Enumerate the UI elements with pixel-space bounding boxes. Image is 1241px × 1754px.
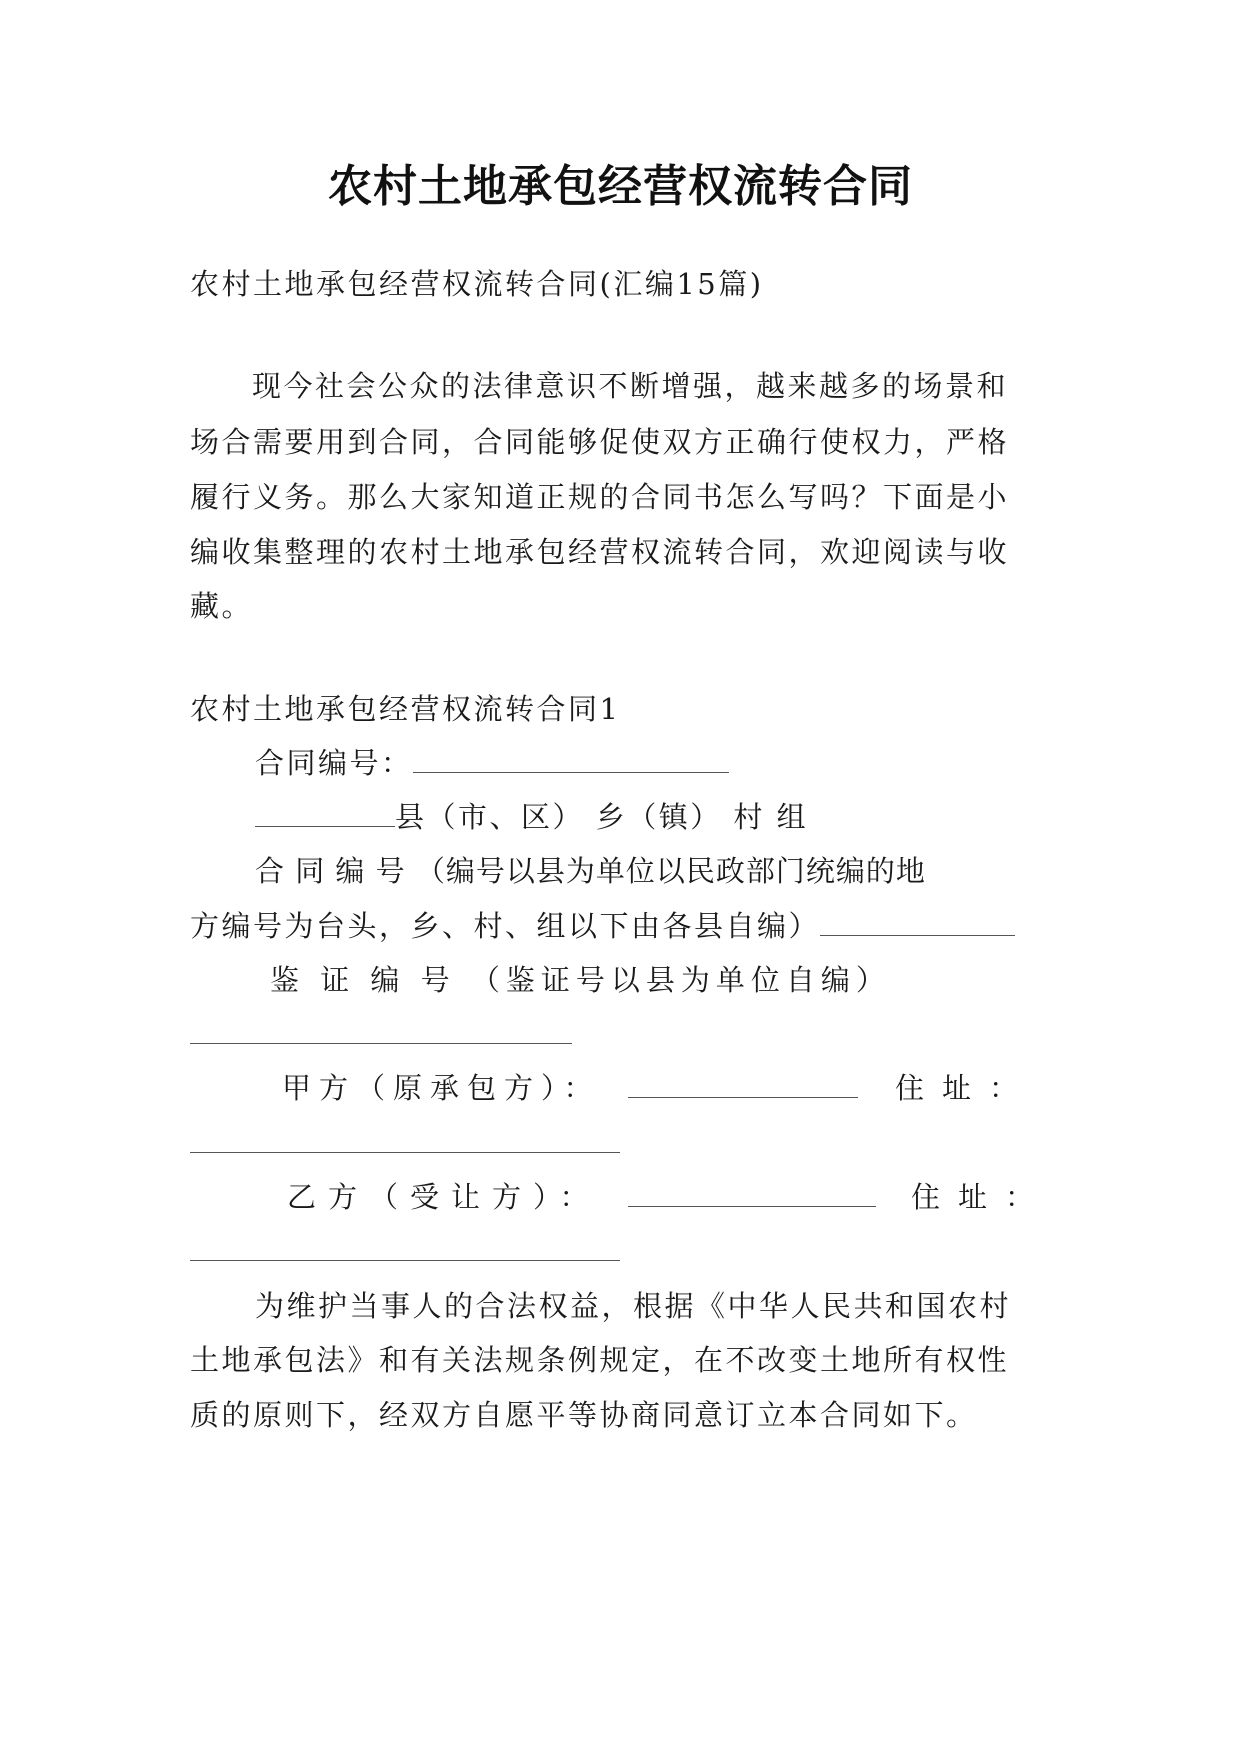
contract-number-row	[255, 734, 1115, 792]
closing-line: 土地承包法》和有关法规条例规定，在不改变土地所有权性	[190, 1343, 1010, 1377]
document-subtitle: 农村土地承包经营权流转合同(汇编15篇)	[190, 267, 764, 301]
document-title: 农村土地承包经营权流转合同	[328, 161, 913, 212]
section-heading: 农村土地承包经营权流转合同1	[190, 692, 621, 726]
intro-line: 场合需要用到合同，合同能够促使双方正确行使权力，严格	[190, 425, 1010, 459]
party-a-row	[282, 1059, 1142, 1117]
county-blank[interactable]	[255, 800, 395, 827]
party-a-blank[interactable]	[628, 1071, 858, 1098]
verification-number-row	[190, 1005, 1050, 1063]
party-b-blank[interactable]	[628, 1180, 876, 1207]
closing-line: 为维护当事人的合法权益，根据《中华人民共和国农村	[255, 1289, 1012, 1323]
county-label: 县（市、区） 乡（镇） 村 组	[395, 800, 809, 834]
closing-line: 质的原则下，经双方自愿平等协商同意订立本合同如下。	[190, 1398, 978, 1432]
party-a-address-row	[190, 1114, 1050, 1172]
intro-line: 藏。	[190, 589, 254, 623]
contract-number-label: 合同编号：	[255, 746, 413, 780]
intro-line: 编收集整理的农村土地承包经营权流转合同，欢迎阅读与收	[190, 535, 1010, 569]
intro-line: 履行义务。那么大家知道正规的合同书怎么写吗？下面是小	[190, 480, 1010, 514]
party-a-label: 甲方（原承包方）：	[282, 1071, 601, 1105]
contract-number-blank[interactable]	[413, 746, 729, 773]
contract-number-note: 合 同 编 号 （编号以县为单位以民政部门统编的地	[255, 854, 926, 888]
party-a-address-blank[interactable]	[190, 1126, 620, 1153]
party-b-address-row	[190, 1222, 1050, 1280]
verification-number-note: 鉴 证 编 号 （鉴证号以县为单位自编）	[270, 963, 891, 997]
intro-line: 现今社会公众的法律意识不断增强，越来越多的场景和	[252, 369, 1009, 403]
contract-number-note-row	[190, 897, 1050, 955]
verification-number-blank[interactable]	[190, 1017, 572, 1044]
party-b-row	[287, 1168, 1147, 1226]
party-b-label: 乙方（受让方）：	[287, 1180, 601, 1214]
party-a-address-label: 住址：	[894, 1071, 1036, 1105]
contract-number-note-blank[interactable]	[820, 909, 1015, 936]
county-row	[255, 788, 1115, 846]
contract-number-note-cont: 方编号为台头，乡、村、组以下由各县自编）	[190, 909, 821, 943]
party-b-address-blank[interactable]	[190, 1234, 620, 1261]
party-b-address-label: 住址：	[910, 1180, 1052, 1214]
